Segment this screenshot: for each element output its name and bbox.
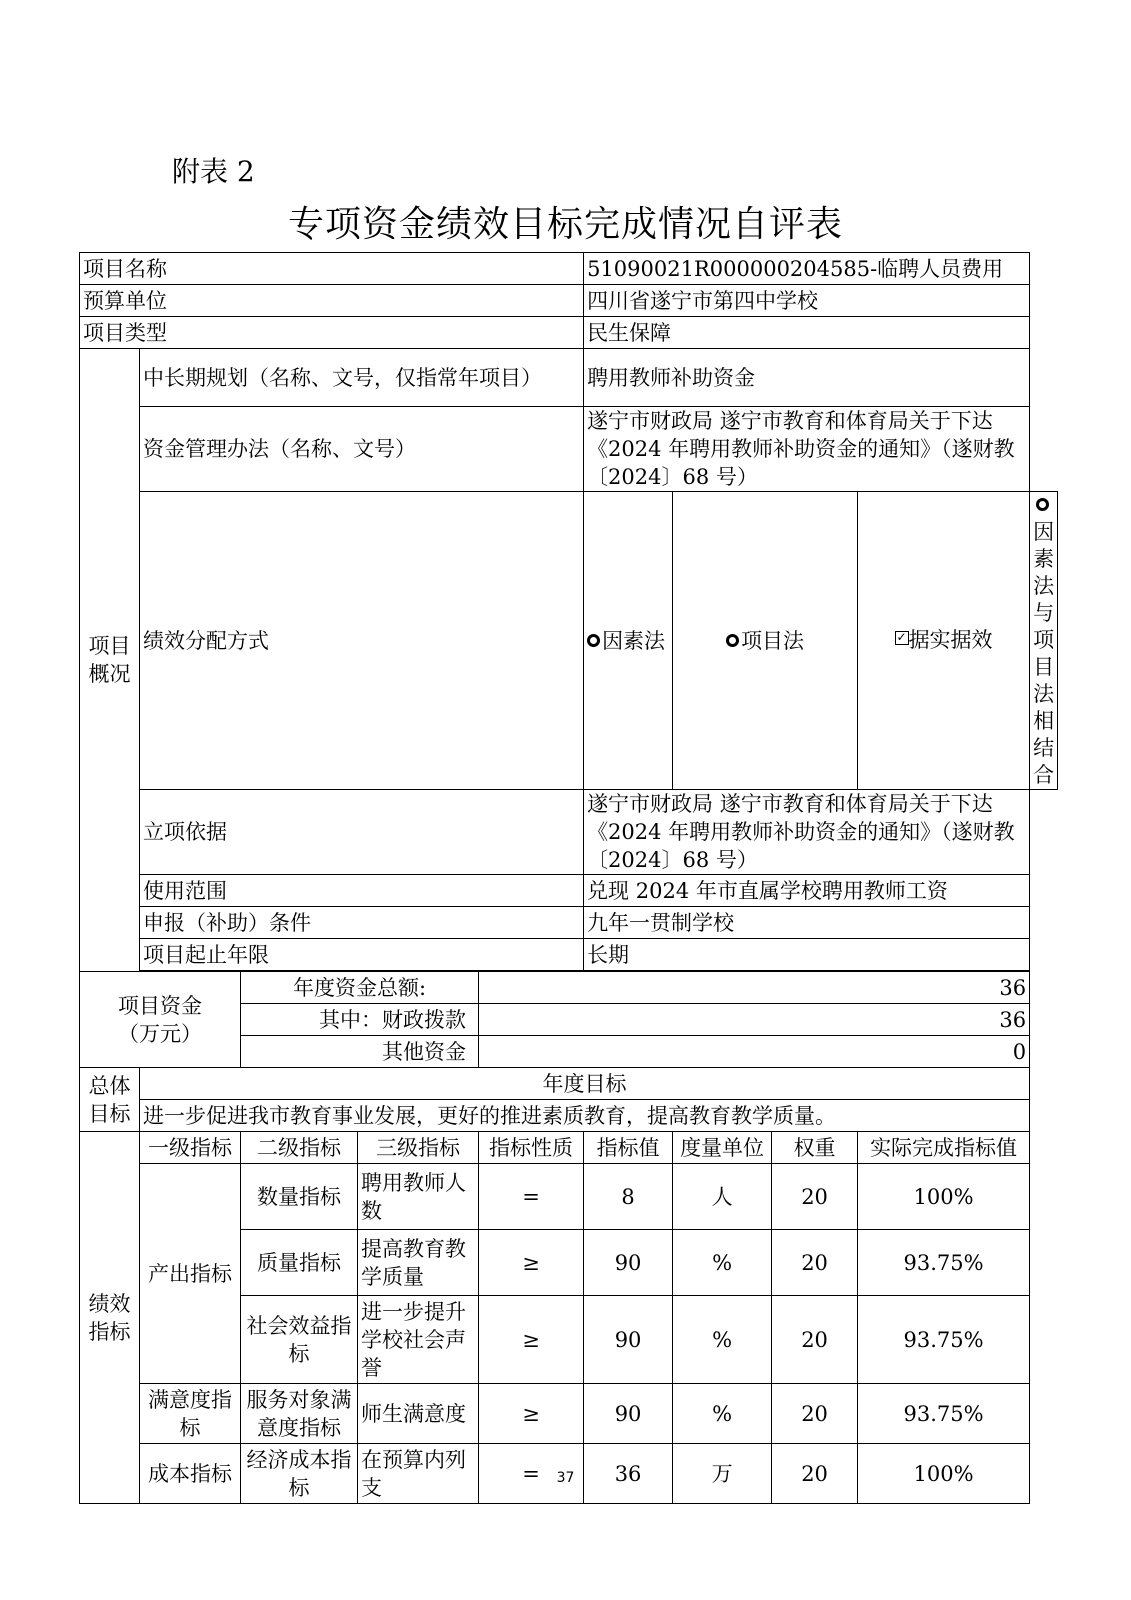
value-cell: 8 [584,1164,673,1230]
funds-other-label: 其他资金 [241,1036,479,1068]
nature-cell: ≥ [479,1230,584,1296]
value-cell: 90 [584,1296,673,1384]
header-actual: 实际完成指标值 [858,1132,1030,1164]
radio-icon [726,634,739,647]
scope-value: 兑现 2024 年市直属学校聘用教师工资 [584,875,1030,907]
weight-cell: 20 [772,1230,858,1296]
output-indicator-label: 产出指标 [140,1164,241,1384]
unit-cell: % [673,1384,772,1444]
funds-other-value: 0 [479,1036,1030,1068]
funds-total-label: 年度资金总额: [241,972,479,1004]
funds-total-value: 36 [479,972,1030,1004]
allocation-option-3[interactable]: ✓据实据效 [858,492,1030,790]
row-funds-total [80,972,1058,1004]
page-number: 37 [556,1470,575,1486]
checkbox-checked-icon: ✓ [896,630,907,644]
weight-cell: 20 [772,1444,858,1504]
actual-cell: 93.75% [858,1384,1030,1444]
project-name-value: 51090021R000000204585-临聘人员费用 [584,253,1030,285]
plan-label: 中长期规划（名称、文号，仅指常年项目） [140,349,584,407]
satisfaction-indicator-label: 满意度指标 [140,1384,241,1444]
row-goal-header [80,1068,1058,1100]
allocation-label: 绩效分配方式 [140,492,584,790]
unit-cell: 人 [673,1164,772,1230]
row-period [80,939,1058,971]
header-level3: 三级指标 [358,1132,479,1164]
level2-cell: 质量指标 [241,1230,358,1296]
budget-unit-label: 预算单位 [80,285,584,317]
radio-icon [1036,498,1049,511]
row-project-name [80,253,1058,285]
allocation-option-2[interactable]: 项目法 [673,492,858,790]
cost-indicator-label: 成本指标 [140,1444,241,1504]
period-label: 项目起止年限 [140,939,584,971]
level3-cell: 在预算内列支 [358,1444,479,1504]
management-label: 资金管理办法（名称、文号） [140,407,584,492]
project-type-value: 民生保障 [584,317,1030,349]
row-plan [80,349,1058,407]
table-row [80,1164,1058,1230]
basis-value: 遂宁市财政局 遂宁市教育和体育局关于下达《2024 年聘用教师补助资金的通知》（遂财教〔2024〕68 号） [584,790,1030,875]
funds-fiscal-label: 其中：财政拨款 [241,1004,479,1036]
overall-goal-text: 进一步促进我市教育事业发展，更好的推进素质教育，提高教育教学质量。 [140,1100,1030,1132]
level3-cell: 师生满意度 [358,1384,479,1444]
row-basis [80,790,1058,875]
level2-cell: 服务对象满意度指标 [241,1384,358,1444]
condition-label: 申报（补助）条件 [140,907,584,939]
budget-unit-value: 四川省遂宁市第四中学校 [584,285,1030,317]
project-type-label: 项目类型 [80,317,584,349]
period-value: 长期 [584,939,1030,971]
indicator-header-row [80,1132,1058,1164]
funds-group-label: 项目资金 （万元） [80,972,241,1068]
actual-cell: 93.75% [858,1230,1030,1296]
indicators-group-label: 绩效指标 [80,1132,140,1504]
page-title: 专项资金绩效目标完成情况自评表 [287,204,843,245]
nature-cell: = [479,1164,584,1230]
header-level2: 二级指标 [241,1132,358,1164]
row-management [80,407,1058,492]
value-cell: 90 [584,1230,673,1296]
actual-cell: 93.75% [858,1296,1030,1384]
weight-cell: 20 [772,1296,858,1384]
basis-label: 立项依据 [140,790,584,875]
allocation-option-1[interactable]: 因素法 [584,492,673,790]
level2-cell: 经济成本指标 [241,1444,358,1504]
level2-cell: 数量指标 [241,1164,358,1230]
nature-cell: ≥ [479,1384,584,1444]
value-cell: 90 [584,1384,673,1444]
funds-fiscal-value: 36 [479,1004,1030,1036]
plan-value: 聘用教师补助资金 [584,349,1030,407]
evaluation-table [79,252,1058,1504]
unit-cell: % [673,1296,772,1384]
row-scope [80,875,1058,907]
header-weight: 权重 [772,1132,858,1164]
overview-group-label: 项目概况 [80,349,140,972]
unit-cell: % [673,1230,772,1296]
header-value: 指标值 [584,1132,673,1164]
header-unit: 度量单位 [673,1132,772,1164]
overall-goal-header: 年度目标 [140,1068,1030,1100]
nature-cell: ≥ [479,1296,584,1384]
scope-label: 使用范围 [140,875,584,907]
actual-cell: 100% [858,1444,1030,1504]
weight-cell: 20 [772,1384,858,1444]
level3-cell: 提高教育教学质量 [358,1230,479,1296]
actual-cell: 100% [858,1164,1030,1230]
allocation-option-4[interactable]: 因素法与项目法相结合 [1030,492,1058,790]
project-name-label: 项目名称 [80,253,584,285]
nature-cell: = [479,1444,584,1504]
row-project-type [80,317,1058,349]
value-cell: 36 [584,1444,673,1504]
condition-value: 九年一贯制学校 [584,907,1030,939]
weight-cell: 20 [772,1164,858,1230]
row-budget-unit [80,285,1058,317]
header-nature: 指标性质 [479,1132,584,1164]
radio-icon [587,634,600,647]
row-condition [80,907,1058,939]
row-goal-text [80,1100,1058,1132]
level3-cell: 进一步提升学校社会声誉 [358,1296,479,1384]
management-value: 遂宁市财政局 遂宁市教育和体育局关于下达《2024 年聘用教师补助资金的通知》（遂财教〔2024〕68 号） [584,407,1030,492]
level2-cell: 社会效益指标 [241,1296,358,1384]
row-allocation [80,492,1058,790]
attachment-label: 附表 2 [172,155,255,188]
level3-cell: 聘用教师人数 [358,1164,479,1230]
header-level1: 一级指标 [140,1132,241,1164]
overall-goal-label: 总体目标 [80,1068,140,1132]
table-row [80,1384,1058,1444]
unit-cell: 万 [673,1444,772,1504]
